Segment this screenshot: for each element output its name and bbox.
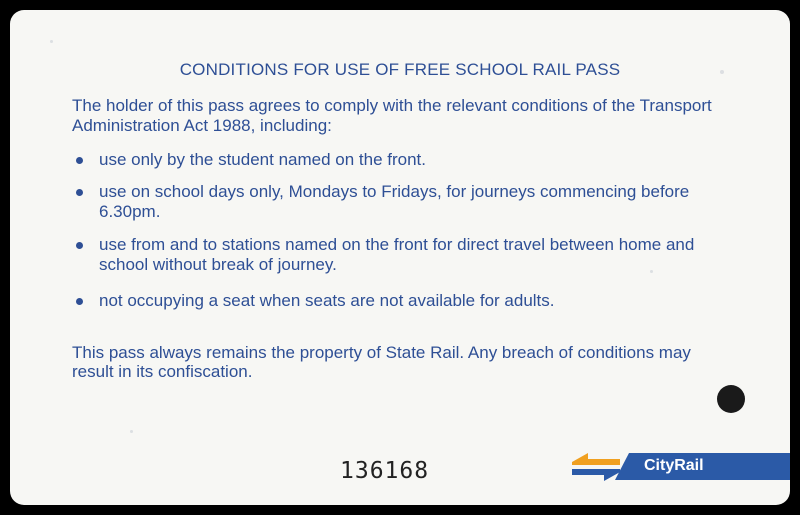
paper-speckle bbox=[130, 430, 133, 433]
condition-text: use on school days only, Mondays to Fridays, for journeys commencing before 6.30pm. bbox=[99, 182, 690, 221]
condition-item bbox=[72, 150, 732, 170]
punch-hole bbox=[717, 385, 745, 413]
bullet-icon bbox=[76, 157, 83, 164]
closing-paragraph: This pass always remains the property of State Rail. Any breach of conditions may result in its confiscation. bbox=[72, 343, 691, 381]
condition-text: use only by the student named on the front. bbox=[99, 150, 426, 169]
logo-text: CityRail bbox=[644, 457, 704, 474]
condition-item bbox=[72, 235, 732, 275]
card-title: CONDITIONS FOR USE OF FREE SCHOOL RAIL PASS bbox=[179, 60, 621, 79]
condition-text: not occupying a seat when seats are not available for adults. bbox=[99, 291, 555, 310]
condition-text: use from and to stations named on the front for direct travel between home and school without break of journey. bbox=[99, 235, 695, 274]
cityrail-logo bbox=[570, 450, 790, 484]
condition-item bbox=[72, 182, 732, 222]
serial-number: 136168 bbox=[340, 458, 430, 484]
intro-paragraph: The holder of this pass agrees to comply with the relevant conditions of the Transport Administration Act 1988, including: bbox=[72, 96, 712, 135]
bullet-icon bbox=[76, 242, 83, 249]
paper-speckle bbox=[50, 40, 53, 43]
condition-item bbox=[72, 291, 732, 311]
rail-pass-card-back bbox=[10, 10, 790, 505]
bullet-icon bbox=[76, 298, 83, 305]
bullet-icon bbox=[76, 189, 83, 196]
conditions-list bbox=[72, 150, 732, 311]
